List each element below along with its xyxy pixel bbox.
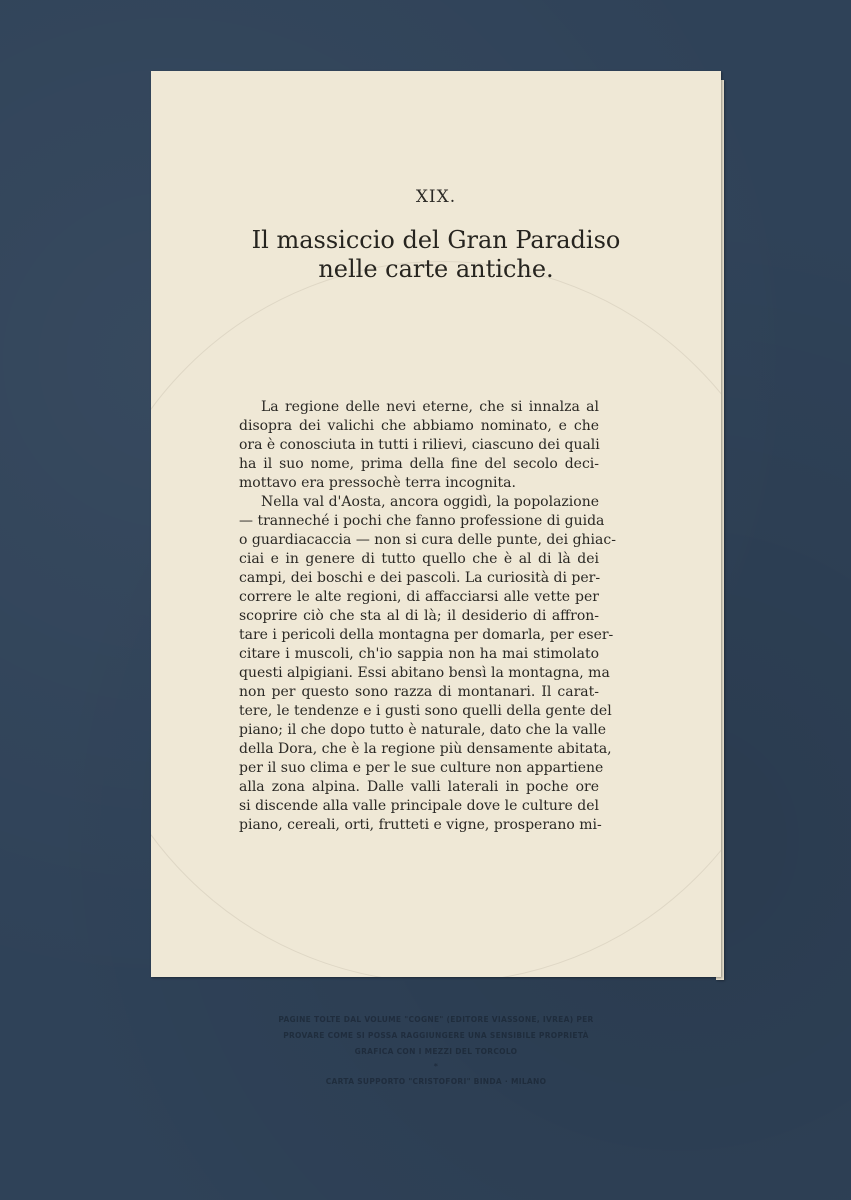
text-line: mottavo era pressochè terra incognita. — [239, 475, 516, 491]
paragraph — [239, 493, 616, 835]
colophon-line: GRAFICA CON I MEZZI DEL TORCOLO — [354, 1047, 518, 1056]
text-line: campi, dei boschi e dei pascoli. La curiosità di per- — [239, 570, 601, 586]
text-line: ciai e in genere di tutto quello che è al di là dei — [239, 551, 599, 567]
colophon-separator: * — [433, 1062, 439, 1071]
text-line: citare i muscoli, ch'io sappia non ha mai stimolato — [239, 646, 599, 662]
text-line: piano, cereali, orti, frutteti e vigne, prosperano mi- — [239, 817, 602, 833]
text-line: Nella val d'Aosta, ancora oggidì, la popolazione — [261, 494, 599, 510]
text-line: disopra dei valichi che abbiamo nominato, e che — [239, 418, 599, 434]
text-line: non per questo sono razza di montanari. Il carat- — [239, 684, 599, 700]
text-line: tere, le tendenze e i gusti sono quelli della gente del — [239, 703, 612, 719]
text-line: si discende alla valle principale dove le culture del — [239, 798, 599, 814]
text-line: tare i pericoli della montagna per domarla, per eser- — [239, 627, 614, 643]
colophon — [250, 1012, 622, 1090]
colophon-paper-note: CARTA SUPPORTO "CRISTOFORI" BINDA · MILANO — [325, 1077, 547, 1086]
colophon-line: PROVARE COME SI POSSA RAGGIUNGERE UNA SENSIBILE PROPRIETÀ — [283, 1031, 589, 1040]
body-text — [239, 398, 616, 835]
text-line: alla zona alpina. Dalle valli laterali in poche ore — [239, 779, 599, 795]
text-line: piano; il che dopo tutto è naturale, dato che la valle — [239, 722, 607, 738]
chapter-title-line: Il massiccio del Gran Paradiso — [251, 226, 621, 254]
text-line: o guardiacaccia — non si cura delle punte, dei ghiac- — [239, 532, 616, 548]
book-page — [151, 71, 721, 977]
text-line: ora è conosciuta in tutti i rilievi, ciascuno dei quali — [239, 437, 600, 453]
chapter-number: XIX. — [415, 187, 457, 207]
chapter-title-line: nelle carte antiche. — [318, 255, 554, 283]
text-line: correre le alte regioni, di affacciarsi alle vette per — [239, 589, 599, 605]
text-line: La regione delle nevi eterne, che si innalza al — [261, 399, 599, 415]
colophon-line: PAGINE TOLTE DAL VOLUME "COGNE" (EDITORE VIASSONE, IVREA) PER — [278, 1015, 594, 1024]
text-line: scoprire ciò che sta al di là; il desiderio di affron- — [239, 608, 599, 624]
paragraph — [239, 398, 599, 493]
text-line: — tranneché i pochi che fanno professione di guida — [239, 513, 605, 529]
text-line: ha il suo nome, prima della fine del secolo deci- — [239, 456, 599, 472]
chapter-title — [151, 226, 721, 284]
text-line: della Dora, che è la regione più densamente abitata, — [239, 741, 612, 757]
text-line: questi alpigiani. Essi abitano bensì la montagna, ma — [239, 665, 610, 681]
text-line: per il suo clima e per le sue culture non appartiene — [239, 760, 604, 776]
